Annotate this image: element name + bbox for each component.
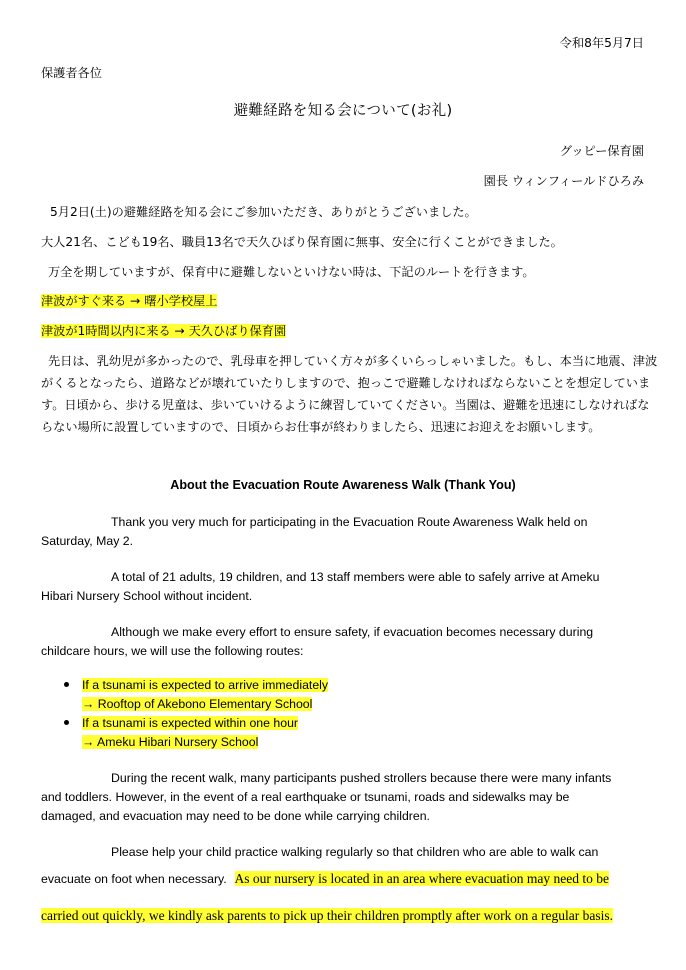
document-date: 令和8年5月7日	[559, 36, 644, 50]
english-para-4-line: and toddlers. However, in the event of a real earthquake or tsunami, roads and sidewalks may be	[41, 790, 570, 804]
japanese-para-1: 5月2日(土)の避難経路を知る会にご参加いただき、ありがとうございました。	[50, 205, 477, 219]
english-para-1-line: Saturday, May 2.	[41, 534, 134, 548]
signatory-line: 園長 ウィンフィールドひろみ	[483, 174, 644, 188]
japanese-para-4-line: す。日頃から、歩ける児童は、歩いていけるように練習していてください。当園は、避難を迅速にしなければな	[41, 398, 650, 412]
english-route-2-destination-text: → Ameku Hibari Nursery School	[82, 735, 259, 749]
japanese-title: 避難経路を知る会について(お礼)	[233, 103, 453, 119]
english-para-3-line: Although we make every effort to ensure safety, if evacuation becomes necessary during	[111, 625, 594, 639]
english-para-5-line-3	[41, 907, 613, 925]
bullet-icon	[64, 720, 69, 725]
english-para-5-plain: evacuate on foot when necessary.	[41, 872, 227, 886]
english-route-1-destination	[82, 695, 312, 713]
english-para-4-line: damaged, and evacuation may need to be done while carrying children.	[41, 809, 430, 823]
english-para-1-line: Thank you very much for participating in the Evacuation Route Awareness Walk held on	[111, 515, 588, 529]
english-para-2-line: Hibari Nursery School without incident.	[41, 589, 253, 603]
japanese-para-2: 大人21名、こども19名、職員13名で天久ひばり保育園に無事、安全に行くことができました。	[41, 235, 563, 249]
english-para-2-line: A total of 21 adults, 19 children, and 13 staff members were able to safely arrive at Ameku	[111, 570, 600, 584]
english-para-4-line: During the recent walk, many participants pushed strollers because there were many infants	[111, 771, 612, 785]
english-route-2-condition-text: If a tsunami is expected within one hour	[82, 716, 299, 730]
japanese-para-4-line: 先日は、乳幼児が多かったので、乳母車を押していく方々が多くいらっしゃいました。もし、本当に地震、津波	[48, 354, 658, 368]
japanese-route-1	[41, 292, 217, 310]
english-route-1-condition-text: If a tsunami is expected to arrive immediately	[82, 678, 329, 692]
english-title: About the Evacuation Route Awareness Walk (Thank You)	[170, 478, 516, 492]
bullet-icon	[64, 682, 69, 687]
english-route-2-destination	[82, 733, 258, 751]
english-para-5-line: Please help your child practice walking regularly so that children who are able to walk can	[111, 845, 599, 859]
english-route-1-condition	[82, 676, 328, 694]
english-route-2-condition	[82, 714, 298, 732]
english-para-3-line: childcare hours, we will use the following routes:	[41, 644, 304, 658]
english-para-5-line-2	[41, 870, 609, 888]
english-route-1-destination-text: → Rooftop of Akebono Elementary School	[82, 697, 313, 711]
english-para-5-highlight-cont: carried out quickly, we kindly ask parents to pick up their children promptly after work on a regular basis.	[41, 908, 613, 923]
japanese-route-1-text: 津波がすぐ来る → 曙小学校屋上	[41, 294, 218, 308]
japanese-para-4-line: がくるとなったら、道路などが壊れていたりしますので、抱っこで避難しなければならないことを想定していま	[41, 376, 651, 390]
recipient-line: 保護者各位	[41, 66, 102, 80]
japanese-para-3: 万全を期していますが、保育中に避難しないといけない時は、下記のルートを行きます。	[48, 265, 535, 279]
japanese-route-2-text: 津波が1時間以内に来る → 天久ひばり保育園	[41, 324, 287, 338]
japanese-route-2	[41, 322, 286, 340]
japanese-para-4-line: らない場所に設置していますので、日頃からお仕事が終わりましたら、迅速にお迎えをお願いします。	[41, 420, 601, 434]
organization-name: グッピー保育園	[559, 144, 644, 158]
english-para-5-highlight: As our nursery is located in an area where evacuation may need to be	[234, 871, 610, 886]
